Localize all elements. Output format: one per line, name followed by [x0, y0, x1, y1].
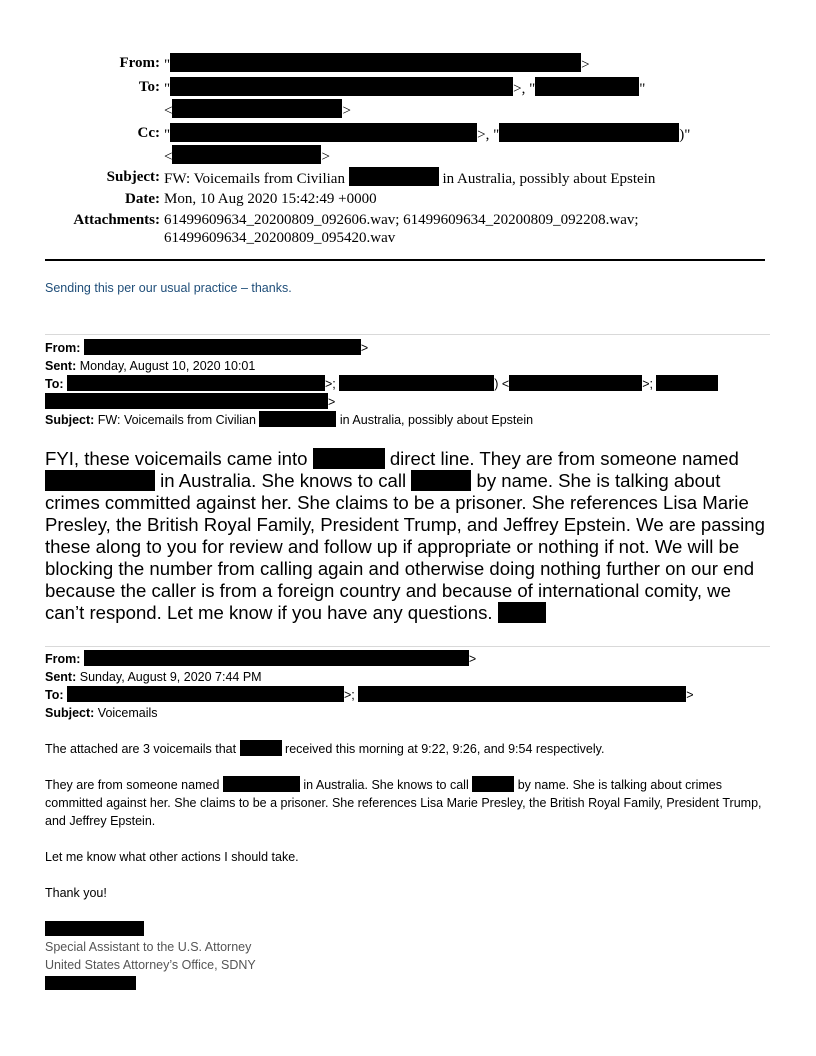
signature-title: Special Assistant to the U.S. Attorney	[45, 940, 252, 954]
body-text-d: by name. She is talking about crimes committed against her. She claims to be a prisoner. She references Lisa Marie Presley, the British Royal Family, President Trump, and Jeffrey Epstein. We are passing these along to you for review and follow up if appropriate or nothing if not. We will be blocking the number from calling again and otherwise doing nothing further on our end because the caller is from a foreign country and because of international comity, we can’t respond. Let me know if you have any questions.	[45, 470, 765, 623]
orig-p2-c: by name. She is talking about crimes committed against her. She claims to be a prisoner. She references Lisa Marie Presley, the British Royal Family, President Trump, and Jeffrey Epstein.	[45, 778, 762, 828]
to-label: To:	[138, 79, 160, 95]
redaction	[172, 99, 342, 118]
header-cc-row: Cc: " >, " )" < >	[0, 123, 816, 167]
fw2-subject-label: Subject:	[45, 706, 95, 720]
redaction	[498, 602, 546, 623]
redaction	[67, 686, 344, 702]
original-paragraph-2	[45, 776, 770, 830]
subject-label: Subject:	[106, 169, 160, 185]
redaction	[411, 470, 471, 491]
redaction	[84, 339, 361, 355]
forward-divider-1	[45, 334, 770, 335]
original-paragraph-4: Thank you!	[45, 886, 107, 900]
fw2-sent-label: Sent:	[45, 670, 77, 684]
redaction	[170, 123, 477, 142]
redaction	[170, 77, 513, 96]
body-text-b: direct line. They are from someone named	[389, 448, 739, 469]
fw1-from-label: From:	[45, 341, 81, 355]
header-from-row: From: " >	[0, 53, 816, 75]
original-paragraph-1	[45, 740, 770, 758]
header-date-row	[0, 189, 816, 209]
fw1-subject-label: Subject:	[45, 413, 95, 427]
fw1-to-label: To:	[45, 377, 64, 391]
redaction	[358, 686, 686, 702]
cover-note: Sending this per our usual practice – thanks.	[45, 281, 292, 295]
header-subject-row	[0, 167, 816, 189]
orig-p1-a: The attached are 3 voicemails that	[45, 742, 237, 756]
cc-label: Cc:	[137, 125, 160, 141]
date-label: Date:	[125, 191, 160, 207]
email-header	[0, 53, 816, 247]
fw1-sent-label: Sent:	[45, 359, 77, 373]
fw2-sent-value: Sunday, August 9, 2020 7:44 PM	[79, 670, 262, 684]
forward-divider-2	[45, 646, 770, 647]
redaction-signature-contact	[45, 976, 136, 990]
redaction-signature-name	[45, 921, 144, 936]
redaction	[84, 650, 469, 666]
fw1-sent-value: Monday, August 10, 2020 10:01	[79, 359, 256, 373]
redaction	[313, 448, 385, 469]
fw2-to-label: To:	[45, 688, 64, 702]
redaction	[472, 776, 514, 792]
redaction	[172, 145, 321, 164]
redaction	[349, 167, 439, 186]
redaction	[499, 123, 679, 142]
redaction	[656, 375, 718, 391]
date-value: Mon, 10 Aug 2020 15:42:49 +0000	[164, 191, 377, 207]
subject-suffix: in Australia, possibly about Epstein	[442, 171, 656, 187]
orig-p2-a: They are from someone named	[45, 778, 220, 792]
redaction	[259, 411, 336, 427]
redaction	[223, 776, 300, 792]
orig-p1-b: received this morning at 9:22, 9:26, and 9:54 respectively.	[285, 742, 605, 756]
redaction	[240, 740, 282, 756]
fw1-subject-prefix: FW: Voicemails from Civilian	[97, 413, 256, 427]
header-divider	[45, 259, 765, 261]
from-label: From:	[119, 55, 160, 71]
redaction	[67, 375, 325, 391]
redaction	[509, 375, 642, 391]
attachments-label: Attachments:	[73, 212, 160, 228]
subject-text: FW: Voicemails from Civilian	[164, 171, 345, 187]
signature-office: United States Attorney’s Office, SDNY	[45, 958, 256, 972]
signature-block	[45, 920, 770, 992]
forward-header-1: From: > Sent: Monday, August 10, 2020 10:01 To: >; ) < >; > Subject: FW: Voicemails from Civilian in Australia, possibly about Epstein	[45, 339, 770, 429]
redaction	[45, 470, 155, 491]
attachments-line-1: 61499609634_20200809_092606.wav; 61499609634_20200809_092208.wav;	[164, 212, 639, 228]
header-attachments-row	[0, 211, 816, 247]
forward-body	[45, 448, 770, 624]
original-paragraph-3: Let me know what other actions I should take.	[45, 850, 299, 864]
fw2-from-label: From:	[45, 652, 81, 666]
fw1-subject-suffix: in Australia, possibly about Epstein	[339, 413, 534, 427]
orig-p2-b: in Australia. She knows to call	[303, 778, 469, 792]
redaction	[170, 53, 581, 72]
redaction	[45, 393, 328, 409]
header-to-row: To: " >, " " < >	[0, 77, 816, 121]
body-text-a: FYI, these voicemails came into	[45, 448, 308, 469]
redaction	[535, 77, 639, 96]
forward-header-2: From: > Sent: Sunday, August 9, 2020 7:44 PM To: >; > Subject: Voicemails	[45, 652, 694, 720]
attachments-line-2: 61499609634_20200809_095420.wav	[164, 230, 396, 246]
fw2-subject-value: Voicemails	[97, 706, 158, 720]
body-text-c: in Australia. She knows to call	[160, 470, 407, 491]
redaction	[339, 375, 494, 391]
